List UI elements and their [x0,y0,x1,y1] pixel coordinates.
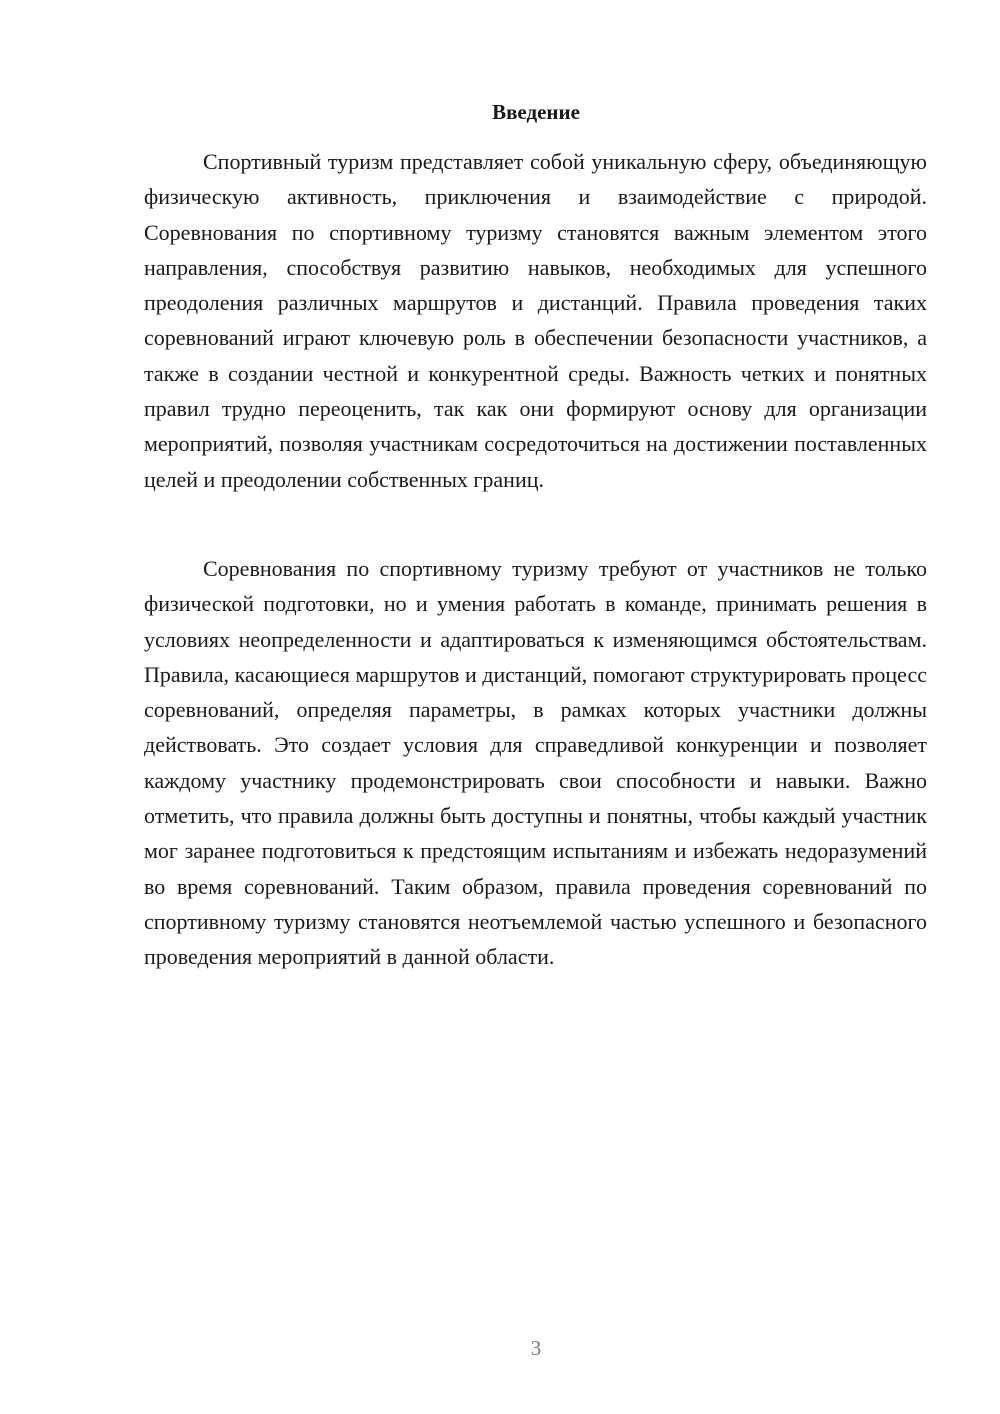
body-paragraph-1: Спортивный туризм представляет собой уникальную сферу, объединяющую физическую активность, приключения и взаимодействие с природой. Соревнования по спортивному туризму становятся важным элементом этого направления, способствуя развитию навыков, необходимых для успешного преодоления различных маршрутов и дистанций. Правила проведения таких соревнований играют ключевую роль в обеспечении безопасности участников, а также в создании честной и конкурентной среды. Важность четких и понятных правил трудно переоценить, так как они формируют основу для организации мероприятий, позволяя участникам сосредоточиться на достижении поставленных целей и преодолении собственных границ. [144,149,927,492]
body-paragraph-2: Соревнования по спортивному туризму требуют от участников не только физической подготовки, но и умения работать в команде, принимать решения в условиях неопределенности и адаптироваться к изменяющимся обстоятельствам. Правила, касающиеся маршрутов и дистанций, помогают структурировать процесс соревнований, определяя параметры, в рамках которых участники должны действовать. Это создает условия для справедливой конкуренции и позволяет каждому участнику продемонстрировать свои способности и навыки. Важно отметить, что правила должны быть доступны и понятны, чтобы каждый участник мог заранее подготовиться к предстоящим испытаниям и избежать недоразумений во время соревнований. Таким образом, правила проведения соревнований по спортивному туризму становятся неотъемлемой частью успешного и безопасного проведения мероприятий в данной области. [144,556,927,970]
section-heading: Введение [492,100,580,124]
page-number: 3 [530,1336,542,1360]
